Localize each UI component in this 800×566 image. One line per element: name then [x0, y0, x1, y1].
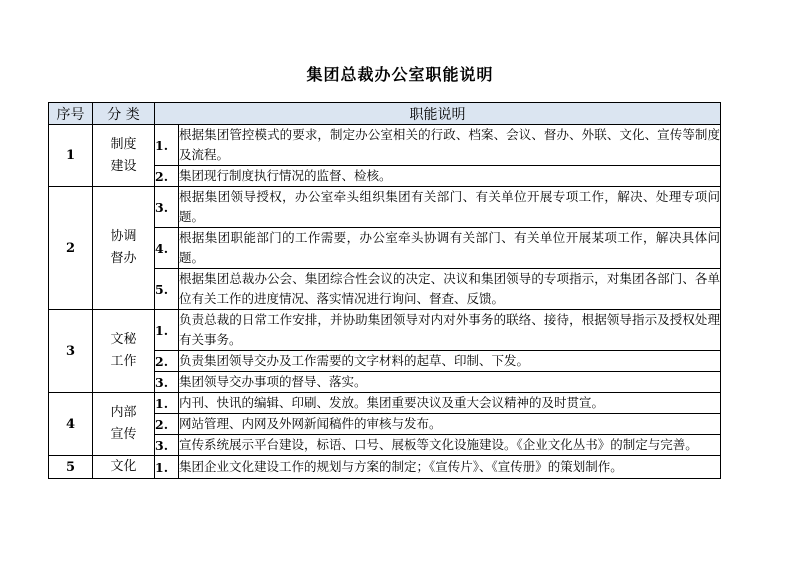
category-text: 宣传	[110, 427, 137, 442]
item-number: 3.	[155, 435, 179, 456]
item-number: 5.	[155, 269, 179, 310]
item-number: 2.	[155, 351, 179, 372]
item-number: 1.	[155, 125, 179, 166]
item-description: 根据集团总裁办公会、集团综合性会议的决定、决议和集团领导的专项指示，对集团各部门、各单位有关工作的进度情况、落实情况进行询问、督查、反馈。	[179, 269, 721, 310]
category-text: 工作	[110, 354, 137, 369]
row-category	[93, 456, 155, 479]
table-row	[49, 456, 721, 479]
item-description: 网站管理、内网及外网新闻稿件的审核与发布。	[179, 414, 721, 435]
category-text: 制度	[110, 136, 137, 152]
row-category	[93, 125, 155, 187]
table-row	[49, 125, 721, 166]
item-number: 2.	[155, 166, 179, 187]
table-header-row	[49, 103, 721, 125]
table-row	[49, 310, 721, 351]
item-number: 2.	[155, 414, 179, 435]
item-description: 集团现行制度执行情况的监督、检核。	[179, 166, 721, 187]
item-number: 4.	[155, 228, 179, 269]
item-number: 3.	[155, 187, 179, 228]
item-number: 1.	[155, 456, 179, 479]
category-text: 督办	[110, 251, 137, 266]
row-category	[93, 393, 155, 456]
row-number: 2	[49, 187, 93, 310]
duty-table	[48, 102, 721, 479]
category-text: 文化	[110, 459, 137, 474]
item-description: 根据集团领导授权，办公室牵头组织集团有关部门、有关单位开展专项工作，解决、处理专项问题。	[179, 187, 721, 228]
table-row	[49, 393, 721, 414]
category-text: 文秘	[110, 332, 137, 347]
item-number: 1.	[155, 310, 179, 351]
row-number: 3	[49, 310, 93, 393]
item-description: 负责总裁的日常工作安排，并协助集团领导对内对外事务的联络、接待，根据领导指示及授权处理有关事务。	[179, 310, 721, 351]
category-text: 建设	[110, 158, 137, 174]
header-category: 分 类	[93, 103, 155, 125]
item-description: 根据集团管控模式的要求，制定办公室相关的行政、档案、会议、督办、外联、文化、宣传等制度及流程。	[179, 125, 721, 166]
item-description: 集团领导交办事项的督导、落实。	[179, 372, 721, 393]
header-no: 序号	[49, 103, 93, 125]
item-description: 宣传系统展示平台建设，标语、口号、展板等文化设施建设。《企业文化丛书》的制定与完善。	[179, 435, 721, 456]
row-number: 1	[49, 125, 93, 187]
item-description: 集团企业文化建设工作的规划与方案的制定；《宣传片》、《宣传册》的策划制作。	[179, 456, 721, 479]
category-text: 协调	[110, 229, 137, 244]
category-text: 内部	[110, 405, 137, 420]
table-body	[49, 125, 721, 479]
row-category	[93, 310, 155, 393]
header-description: 职能说明	[155, 103, 721, 125]
row-category	[93, 187, 155, 310]
item-number: 1.	[155, 393, 179, 414]
item-description: 根据集团职能部门的工作需要，办公室牵头协调有关部门、有关单位开展某项工作，解决具体问题。	[179, 228, 721, 269]
table-row	[49, 187, 721, 228]
row-number: 4	[49, 393, 93, 456]
row-number: 5	[49, 456, 93, 479]
item-number: 3.	[155, 372, 179, 393]
page-title: 集团总裁办公室职能说明	[306, 65, 494, 84]
item-description: 负责集团领导交办及工作需要的文字材料的起草、印制、下发。	[179, 351, 721, 372]
item-description: 内刊、快讯的编辑、印刷、发放。集团重要决议及重大会议精神的及时贯宣。	[179, 393, 721, 414]
